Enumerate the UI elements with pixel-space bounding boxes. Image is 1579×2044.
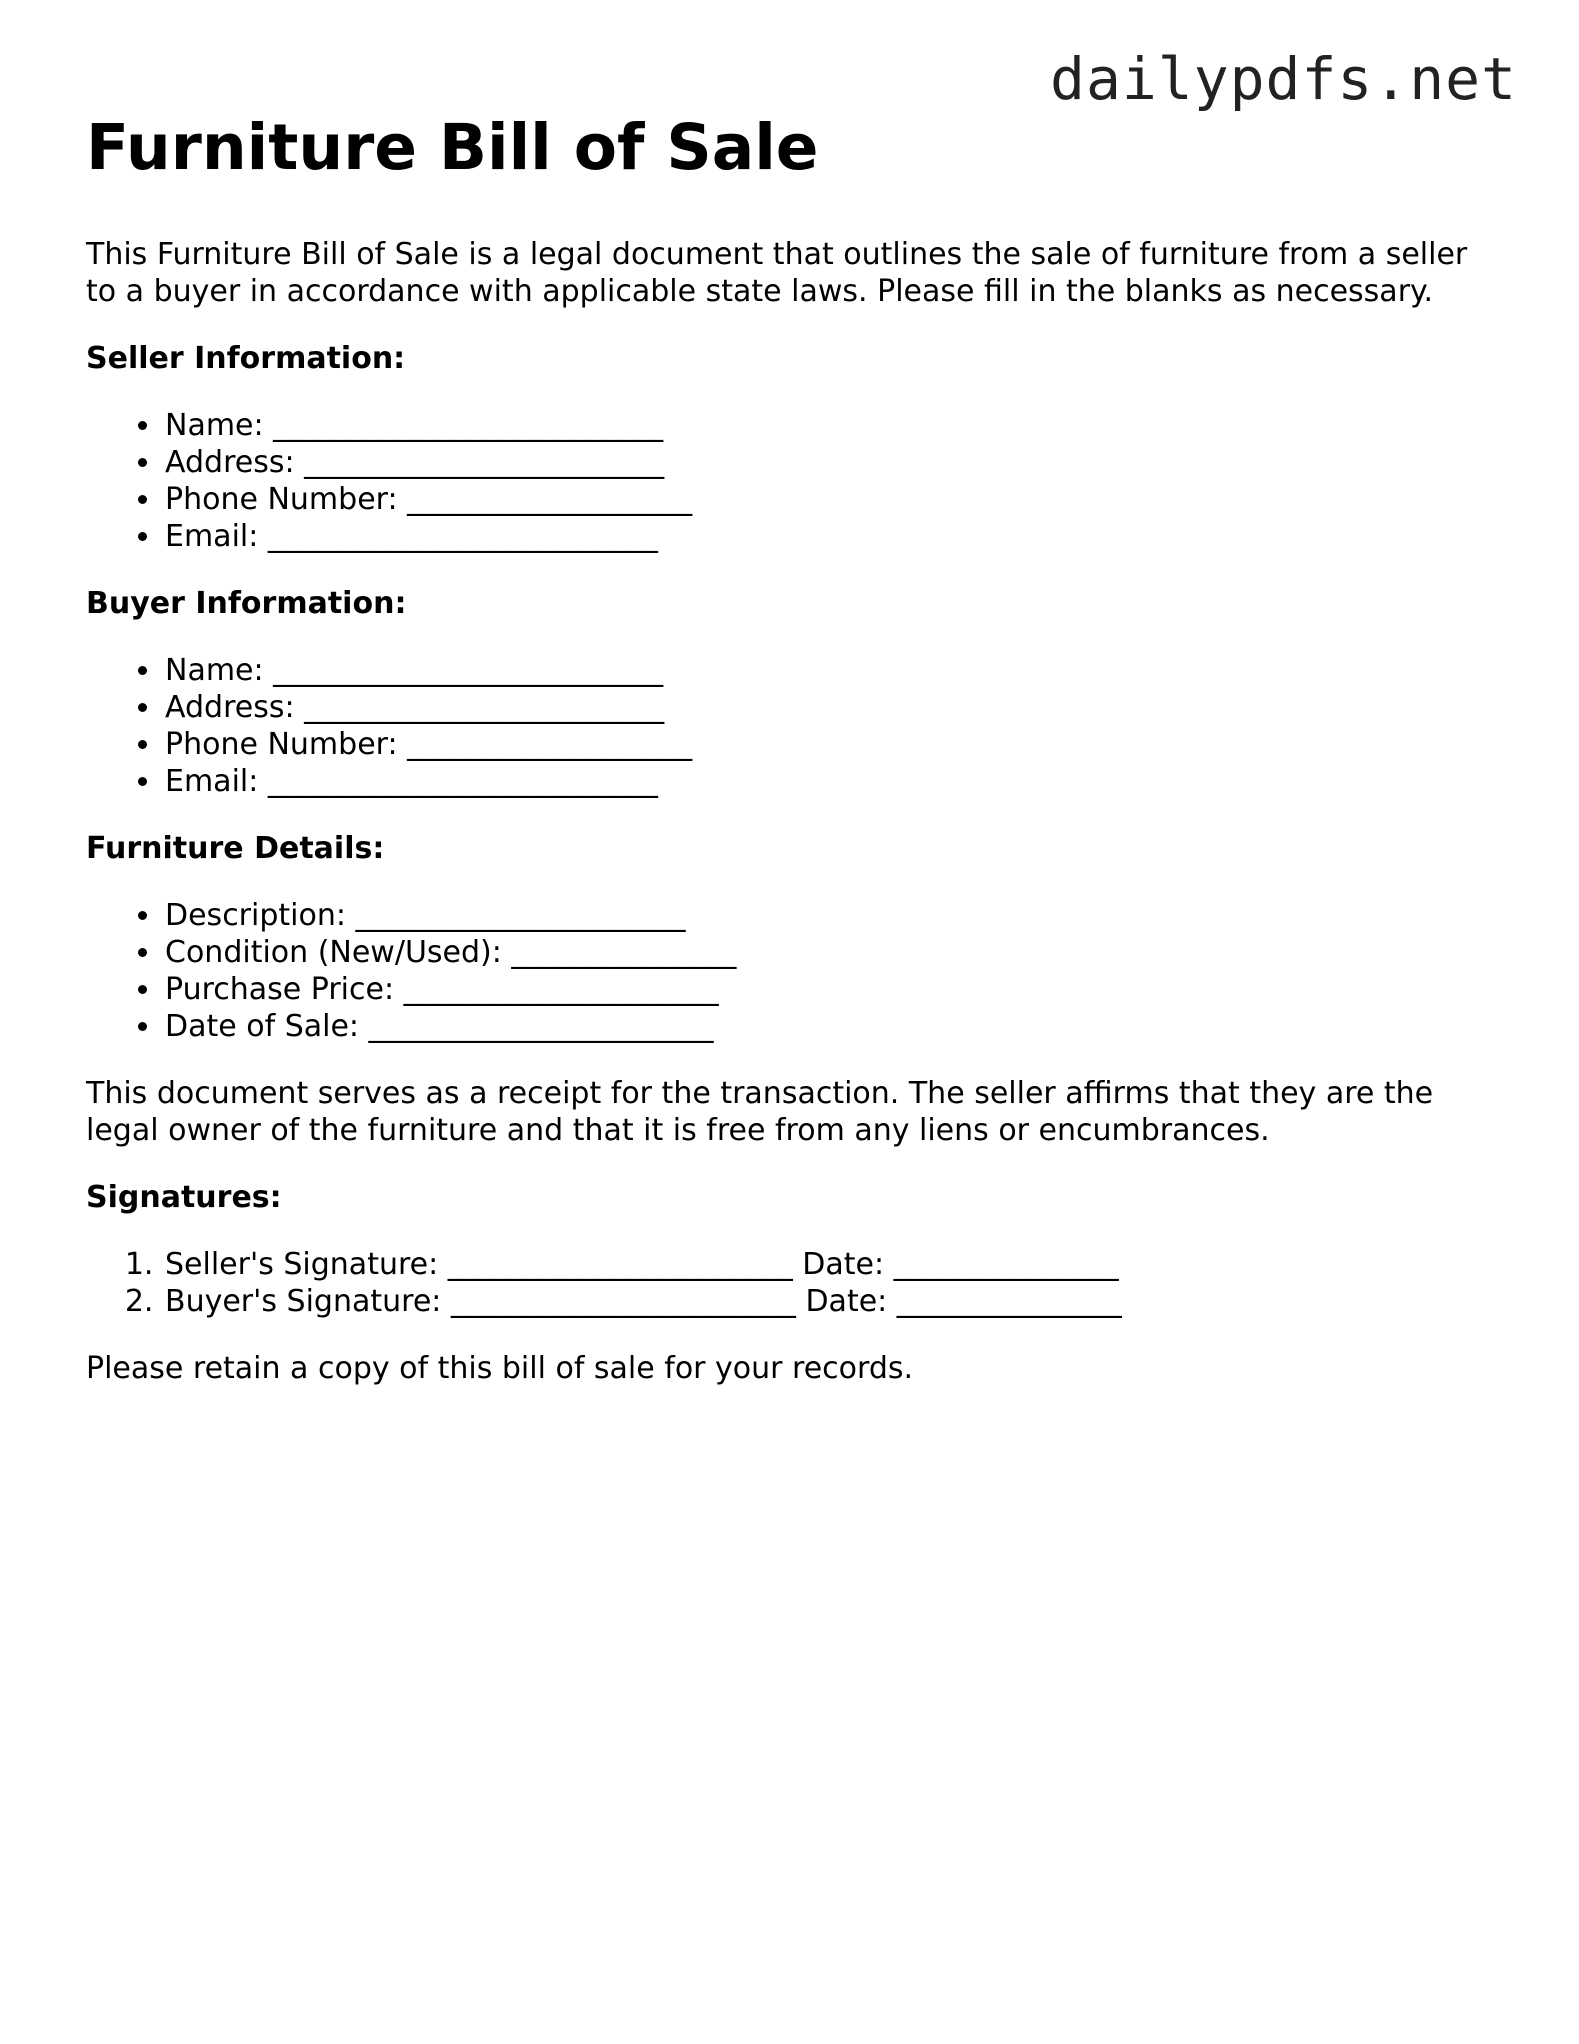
seller-name-field: • Name: __________________________ bbox=[163, 407, 1506, 444]
seller-heading: Seller Information: bbox=[86, 341, 406, 376]
buyer-signature-line: 2. Buyer's Signature: _______________________ Date: _______________ bbox=[163, 1283, 1506, 1320]
buyer-name-field: • Name: __________________________ bbox=[163, 652, 1506, 689]
seller-email-field: • Email: __________________________ bbox=[163, 518, 1506, 555]
buyer-phone-field: • Phone Number: ___________________ bbox=[163, 726, 1506, 763]
receipt-paragraph: This document serves as a receipt for the transaction. The seller affirms that they are the legal owner of the furniture and that it is free from any liens or encumbrances. bbox=[86, 1076, 1434, 1148]
signatures-heading: Signatures: bbox=[86, 1180, 282, 1215]
intro-paragraph: This Furniture Bill of Sale is a legal document that outlines the sale of furniture from a seller to a buyer in accordance with applicable state laws. Please fill in the blanks as necessary. bbox=[86, 237, 1468, 309]
document-body bbox=[86, 108, 1506, 1387]
watermark-text: dailypdfs.net bbox=[1050, 45, 1517, 113]
furniture-details-list bbox=[86, 897, 1506, 1045]
buyer-email-field: • Email: __________________________ bbox=[163, 763, 1506, 800]
document-title: Furniture Bill of Sale bbox=[86, 111, 819, 184]
furniture-description-field: • Description: ______________________ bbox=[163, 897, 1506, 934]
furniture-date-field: • Date of Sale: _______________________ bbox=[163, 1008, 1506, 1045]
buyer-heading: Buyer Information: bbox=[86, 586, 407, 621]
furniture-condition-field: • Condition (New/Used): _______________ bbox=[163, 934, 1506, 971]
buyer-info-list bbox=[86, 652, 1506, 800]
seller-info-list bbox=[86, 407, 1506, 555]
buyer-address-field: • Address: ________________________ bbox=[163, 689, 1506, 726]
furniture-price-field: • Purchase Price: _____________________ bbox=[163, 971, 1506, 1008]
furniture-heading: Furniture Details: bbox=[86, 831, 385, 866]
seller-phone-field: • Phone Number: ___________________ bbox=[163, 481, 1506, 518]
closing-paragraph: Please retain a copy of this bill of sale for your records. bbox=[86, 1351, 914, 1386]
seller-signature-line: 1. Seller's Signature: _______________________ Date: _______________ bbox=[163, 1246, 1506, 1283]
seller-address-field: • Address: ________________________ bbox=[163, 444, 1506, 481]
signatures-list bbox=[86, 1246, 1506, 1320]
